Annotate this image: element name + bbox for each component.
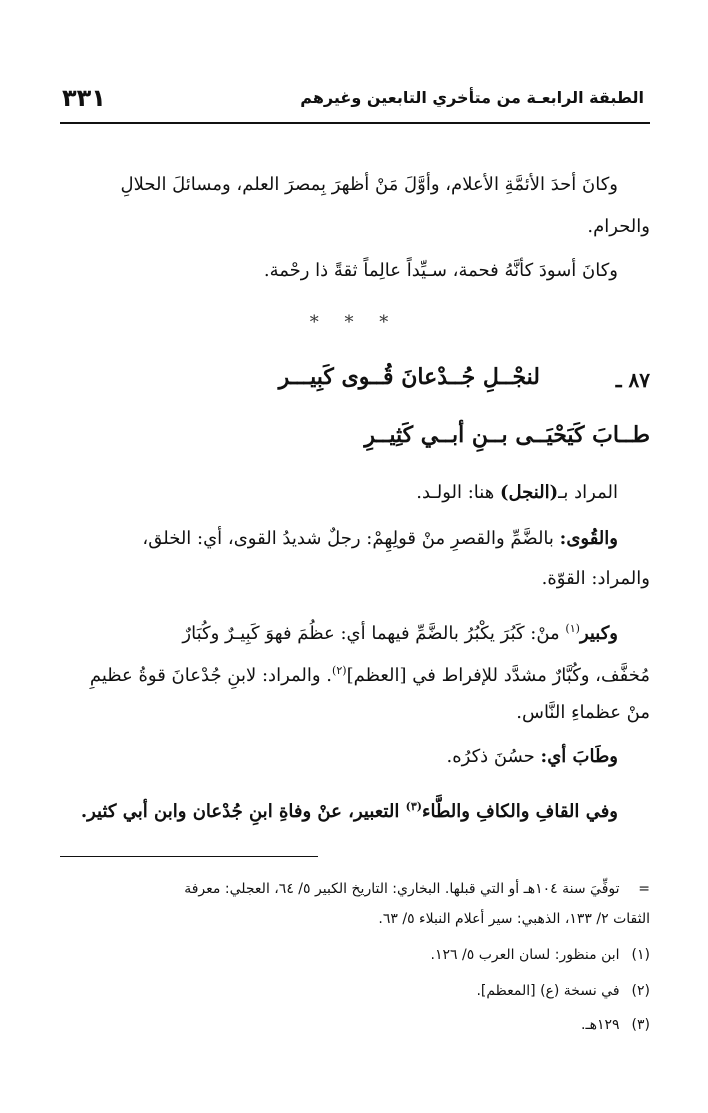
definition-najl xyxy=(416,478,618,508)
footnote-text: ابن منظور: لسان العرب ٥/ ١٢٦. xyxy=(430,947,620,963)
paragraph-1-line-1: وكانَ أحدَ الأئمَّةِ الأعلام، وأوَّلَ مَنْ أظهرَ بِمصرَ العلم، ومسائلَ الحلالِ xyxy=(120,174,618,195)
definition-taba xyxy=(447,742,618,772)
entry-number: ٨٧ ـ xyxy=(615,368,650,392)
definition-text: . والمراد: لابنِ جُدْعانَ قوةُ عظيمِ xyxy=(89,665,333,686)
definition-text: منْ: كَبُرَ يكْبُرُ بالضَّمِّ فيهما أي: عظُمَ فهوَ كَبِيـرٌ وكُبَارٌ xyxy=(182,623,560,644)
footnote-number: (١) xyxy=(631,947,650,963)
footnote-divider xyxy=(60,856,318,857)
definition-text: بالضَّمِّ والقصرِ منْ قولِهِمْ: رجلٌ شديدُ القوى، أي: الخلق، xyxy=(142,528,554,549)
footnote-ref-1[interactable]: (١) xyxy=(565,622,580,635)
footnote-continued-line-2: الثقات ٢/ ١٣٣، الذهبي: سير أعلام النبلاء ٥/ ٦٣. xyxy=(378,911,650,927)
definition-kabir-line-3: منْ عظماءِ النَّاس. xyxy=(516,702,650,723)
closing-text: وفي القافِ والكافِ والطَّاء xyxy=(422,801,618,822)
definition-quwa-line-2: والمراد: القوّة. xyxy=(541,568,650,589)
definition-term-kabir: وكبير xyxy=(579,623,618,644)
paragraph-2: وكانَ أسودَ كأنَّهُ فحمة، سـيِّداً عالِماً ثقةً ذا رحْمة. xyxy=(263,260,618,281)
footnote-text: في نسخة (ع) [المعظم]. xyxy=(476,983,620,999)
running-header-title: الطبقة الرابعـة من متأخري التابعين وغيرهم xyxy=(300,88,644,107)
definition-term-najl: (النجل) xyxy=(499,482,559,503)
definition-text: مُخفَّف، وكُبَّارٌ مشدَّد للإفراط في [العظم] xyxy=(346,665,650,686)
closing-text: التعبير، عنْ وفاةِ ابنِ جُدْعان وابن أبي كثير. xyxy=(80,801,400,822)
paragraph-1-line-2: والحرام. xyxy=(587,216,650,237)
footnote-number: (٣) xyxy=(631,1017,650,1033)
closing-line xyxy=(81,792,618,827)
definition-prefix: المراد بـ xyxy=(558,482,618,503)
header-divider xyxy=(60,122,650,124)
footnote-number: (٢) xyxy=(631,983,650,999)
definition-kabir-line-2 xyxy=(90,656,650,691)
definition-text: حسُنَ ذكرُه. xyxy=(446,746,535,767)
footnote-ref-3[interactable]: (٣) xyxy=(405,800,422,813)
definition-quwa-line-1 xyxy=(142,524,618,554)
footnote-ref-2[interactable]: (٢) xyxy=(332,664,347,677)
definition-term-taba: وطَابَ أي: xyxy=(540,746,618,767)
section-separator: * * * xyxy=(309,312,399,333)
footnote-2 xyxy=(476,978,650,1004)
footnote-1 xyxy=(431,942,650,968)
footnote-3 xyxy=(581,1012,650,1038)
definition-term-quwa: والقُوى: xyxy=(559,528,618,549)
definition-kabir-line-1 xyxy=(182,614,618,649)
continuation-marker: = xyxy=(638,881,650,897)
footnote-text: ١٢٩هـ. xyxy=(581,1017,620,1033)
footnote-continued-line-1 xyxy=(184,876,650,902)
footnote-text: توفِّيَ سنة ١٠٤هـ أو التي قبلها. البخاري: التاريخ الكبير ٥/ ٦٤، العجلي: معرفة xyxy=(184,881,620,897)
page-number: ٣٣١ xyxy=(62,84,106,112)
verse-line-2: طــابَ كَيَحْيَــى بــنِ أبــي كَثِيــرِ xyxy=(364,422,650,448)
verse-line-1: لنجْــلِ جُــدْعانَ قُــوى كَبِيـــر xyxy=(278,364,540,390)
definition-text: هنا: الولـد. xyxy=(416,482,495,503)
